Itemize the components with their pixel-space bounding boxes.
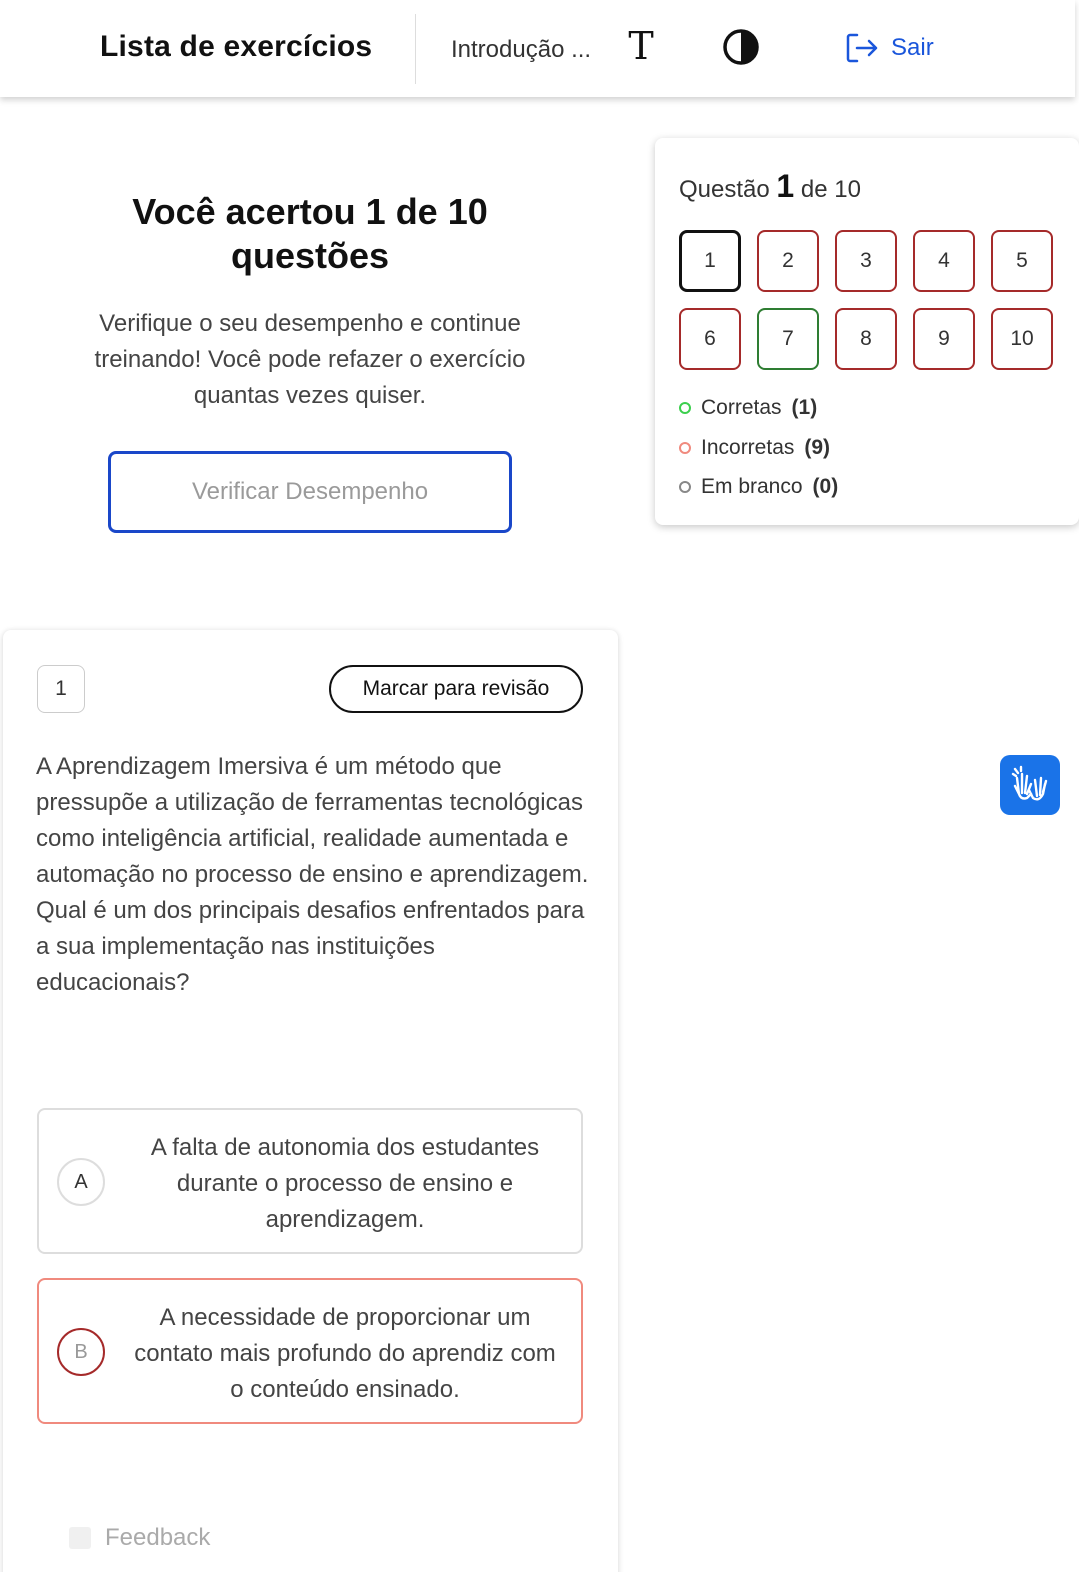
option-text: A falta de autonomia dos estudantes durante o processo de ensino e aprendizagem. — [150, 1134, 540, 1233]
logout-label: Sair — [891, 34, 934, 61]
logout-icon — [845, 32, 879, 64]
counter-prefix: Questão — [679, 176, 770, 203]
option-a[interactable] — [37, 1108, 583, 1254]
result-description: Verifique o seu desempenho e continue treinando! Você pode refazer o exercício quantas vezes quiser. — [94, 310, 526, 409]
contrast-icon[interactable] — [722, 28, 760, 66]
legend-incorrect-count: (9) — [804, 436, 831, 459]
question-nav-button[interactable]: 5 — [991, 230, 1053, 292]
question-nav-button[interactable]: 6 — [679, 308, 741, 370]
font-size-icon[interactable]: T — [628, 24, 654, 68]
question-nav-button[interactable]: 3 — [835, 230, 897, 292]
option-letter: B — [57, 1328, 105, 1376]
question-card — [3, 630, 618, 1572]
course-name[interactable]: Introdução ... — [451, 36, 592, 63]
question-number: 1 — [37, 665, 85, 713]
legend-blank-label: Em branco — [701, 475, 803, 498]
legend-blank — [679, 475, 838, 499]
question-nav-button[interactable]: 10 — [991, 308, 1053, 370]
option-text: A necessidade de proporcionar um contato mais profundo do aprendiz com o conteúdo ensinado. — [134, 1304, 556, 1403]
logout-button[interactable] — [845, 30, 934, 66]
legend-incorrect — [679, 436, 830, 460]
question-prompt: Qual é um dos principais desafios enfrentados para a sua implementação nas instituições educacionais? — [36, 897, 585, 996]
legend-correct-count: (1) — [791, 396, 818, 419]
feedback-toggle[interactable] — [69, 1524, 210, 1552]
legend-correct-label: Corretas — [701, 396, 782, 419]
question-paragraph: A Aprendizagem Imersiva é um método que pressupõe a utilização de ferramentas tecnológicas como inteligência artificial, realidade aumentada e automação no processo de ensino e aprendizagem. — [36, 753, 589, 888]
question-nav-button[interactable]: 1 — [679, 230, 741, 292]
option-b[interactable] — [37, 1278, 583, 1424]
question-nav-button[interactable]: 7 — [757, 308, 819, 370]
question-nav-button[interactable]: 2 — [757, 230, 819, 292]
question-counter — [679, 168, 861, 205]
blank-dot-icon — [679, 481, 691, 493]
counter-current: 1 — [776, 168, 795, 204]
feedback-icon — [69, 1527, 91, 1549]
legend-incorrect-label: Incorretas — [701, 436, 795, 459]
page-title: Lista de exercícios — [100, 30, 373, 63]
top-header — [0, 0, 1075, 97]
question-navigator — [655, 138, 1079, 525]
header-divider — [415, 14, 416, 84]
sign-language-button[interactable] — [1000, 755, 1060, 815]
legend-correct — [679, 396, 817, 420]
counter-suffix: de 10 — [800, 176, 861, 203]
option-letter: A — [57, 1158, 105, 1206]
question-nav-button[interactable]: 4 — [913, 230, 975, 292]
question-nav-button[interactable]: 8 — [835, 308, 897, 370]
feedback-label: Feedback — [105, 1524, 211, 1551]
correct-dot-icon — [679, 402, 691, 414]
question-nav-button[interactable]: 9 — [913, 308, 975, 370]
incorrect-dot-icon — [679, 442, 691, 454]
question-text — [36, 749, 591, 1001]
result-title: Você acertou 1 de 10 questões — [132, 191, 488, 276]
mark-for-review-button[interactable]: Marcar para revisão — [329, 665, 583, 713]
legend-blank-count: (0) — [812, 475, 839, 498]
verify-performance-button[interactable]: Verificar Desempenho — [108, 451, 512, 533]
sign-language-hands-icon — [1009, 764, 1051, 806]
